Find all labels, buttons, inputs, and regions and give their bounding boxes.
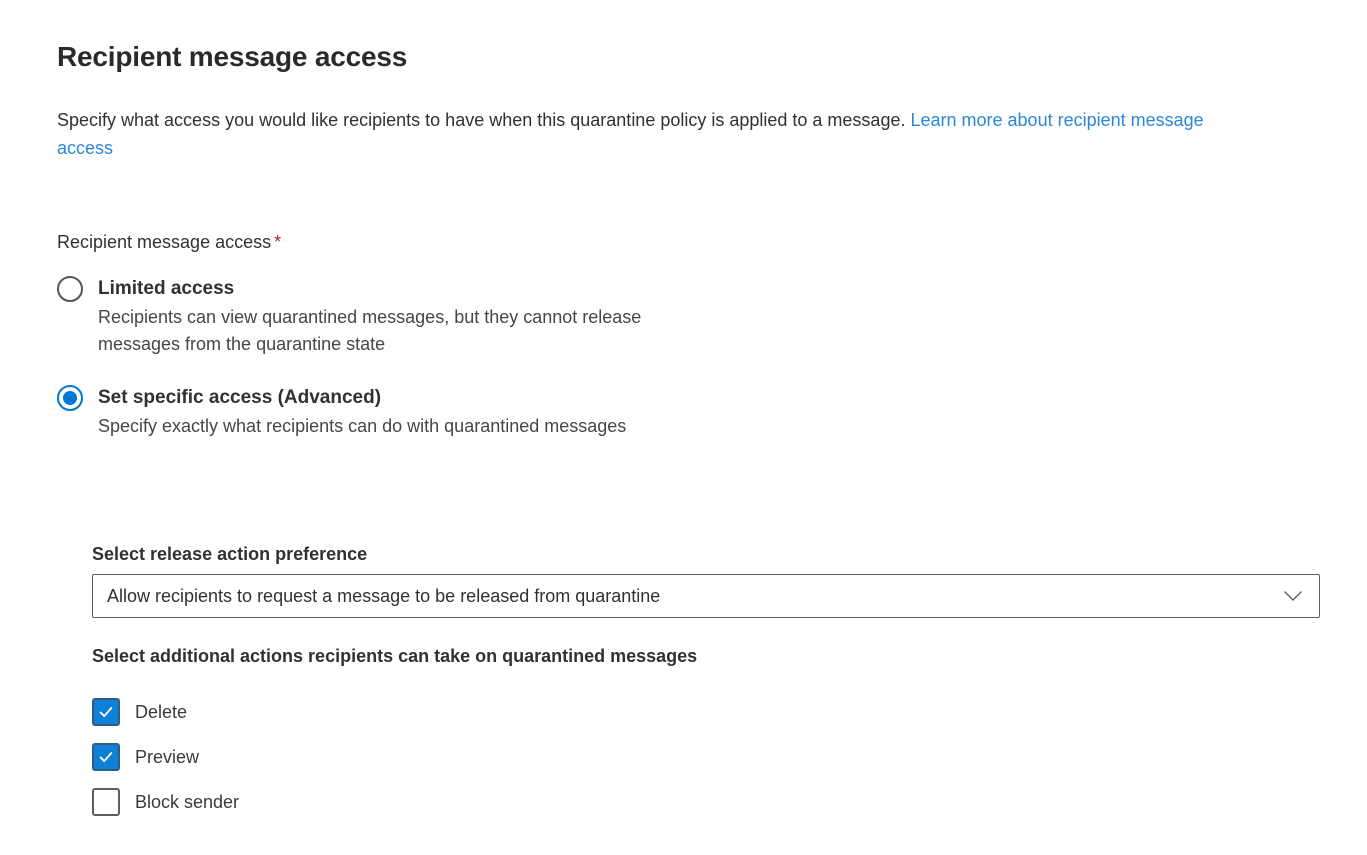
checkbox-checked-icon[interactable] — [92, 698, 120, 726]
access-group-label — [57, 230, 1327, 254]
radio-option-description: Recipients can view quarantined messages, but they cannot release messages from the quarantine state — [98, 307, 642, 354]
learn-more-link[interactable]: Learn more about recipient message access — [57, 110, 1204, 158]
check-mark-icon — [97, 703, 115, 721]
radio-option-description: Specify exactly what recipients can do with quarantined messages — [98, 416, 627, 436]
advanced-access-section — [92, 543, 1327, 817]
additional-actions-checkbox-group — [92, 697, 1327, 817]
radio-option-set-specific-access-texts — [98, 385, 626, 440]
radio-option-limited-access-texts — [98, 276, 728, 358]
checkbox-label: Block sender — [135, 791, 240, 812]
additional-actions-label: Select additional actions recipients can take on quarantined messages — [92, 646, 698, 666]
checkbox-row-delete[interactable] — [92, 697, 1327, 727]
page-title: Recipient message access — [57, 41, 408, 72]
checkbox-unchecked-icon[interactable] — [92, 788, 120, 816]
required-asterisk: * — [274, 232, 282, 252]
checkbox-label: Delete — [135, 701, 188, 722]
radio-option-limited-access[interactable] — [57, 276, 1327, 358]
radio-selected-icon[interactable] — [57, 385, 83, 411]
chevron-down-icon — [1283, 590, 1303, 602]
page-description-text: Specify what access you would like recipients to have when this quarantine policy is applied to a message. — [57, 110, 911, 130]
release-action-label: Select release action preference — [92, 544, 368, 564]
check-mark-icon — [97, 748, 115, 766]
access-group-label-text: Recipient message access — [57, 232, 272, 252]
page-description — [57, 106, 1207, 162]
release-action-dropdown[interactable] — [92, 574, 1320, 618]
radio-option-label: Limited access — [98, 278, 235, 299]
release-action-selected-value: Allow recipients to request a message to be released from quarantine — [107, 585, 661, 606]
checkbox-row-preview[interactable] — [92, 742, 1327, 772]
radio-option-label: Set specific access (Advanced) — [98, 387, 382, 408]
checkbox-row-block-sender[interactable] — [92, 787, 1327, 817]
checkbox-label: Preview — [135, 746, 200, 767]
radio-unselected-icon[interactable] — [57, 276, 83, 302]
checkbox-checked-icon[interactable] — [92, 743, 120, 771]
radio-option-set-specific-access[interactable] — [57, 385, 1327, 440]
